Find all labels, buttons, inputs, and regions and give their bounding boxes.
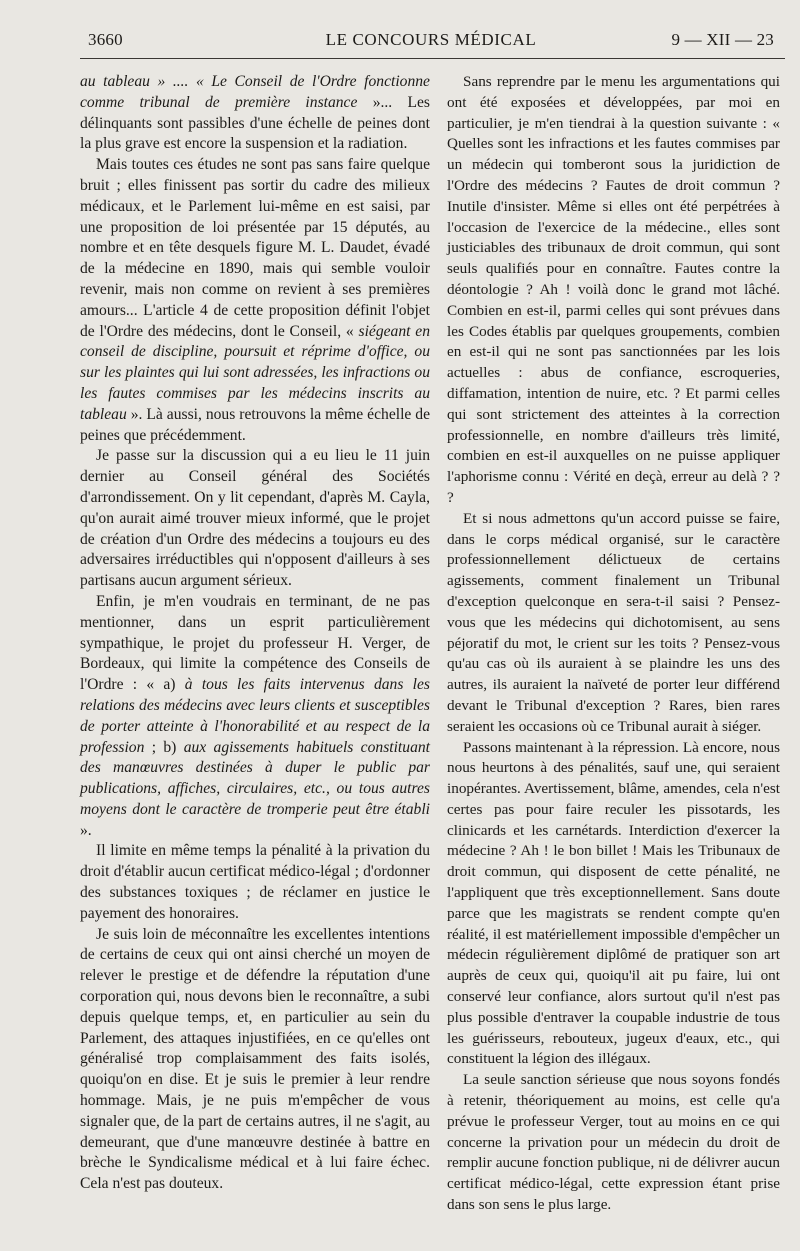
text: »... Les délinquants sont passibles d'une échelle de peines dont la plus grave est encore la suspension et la radiation.: [80, 93, 430, 153]
journal-title: LE CONCOURS MÉDICAL: [325, 30, 537, 49]
right-column: [447, 72, 780, 1216]
left-column: [80, 72, 430, 1195]
italic-text: au tableau » .... «: [80, 73, 212, 90]
text: ». Là aussi, nous retrouvons la même échelle de peines que précédemment.: [80, 405, 430, 444]
paragraph: [80, 72, 430, 155]
text: Enfin, je m'en voudrais en terminant, de ne pas mentionner, dans un esprit particulièrement sympathique, le projet du professeur H. Verger, de Bordeaux, qui limite la compétence des Conseils de l'Ordre : « a): [80, 592, 430, 694]
paragraph: Sans reprendre par le menu les argumentations qui ont été exposées et développées, par moi en particulier, je m'en tiendrai à la question suivante : « Quelles sont les infractions et les fautes commises par un médecin qui tomberont sous la juridiction de l'Ordre des médecins ? Fautes de droit commun ? Inutile d'insister. Même si elles ont été perpétrées à l'occasion de l'exercice de la médecine., elles sont justiciables des tribunaux de droit commun, qui sont seuls qualifiés pour en connaître. Fautes contre la déontologie ? Ah ! voilà donc le grand mot lâché. Combien en est-il, parmi celles qui sont prévues dans les Codes établis par quelques groupements, combien en est-il qui ne sont pas sanctionnées par les lois actuelles : abus de confiance, escroqueries, diffamation, intention de nuire, etc. ? Et parmi celles qui sont strictement des atteintes à la correction professionnelle, en nombre d'ailleurs très limité, combien en est-il auxquelles on ne puisse appliquer l'aphorisme connu : Vérité en deçà, erreur au delà ? ? ?: [447, 73, 780, 506]
paragraph: Je suis loin de méconnaître les excellentes intentions de certains de ceux qui ont ainsi cherché un moyen de relever le prestige et de défendre la réputation d'une corporation qui, nous devons bien le reconnaître, a subi depuis quelque temps, et, en particulier au sein du Parlement, des attaques injustifiées, en ce qu'elles ont généralisé trop complaisamment des faits isolés, quoiqu'on en dise. Et je suis le premier à leur rendre hommage. Mais, je ne puis m'empêcher de vous signaler que, de la part de certains autres, il ne s'agit, au demeurant, que d'une manœuvre destinée à battre en brèche le Syndicalisme médical et à lui faire échec. Cela n'est pas douteux.: [80, 925, 430, 1193]
text: ; b): [144, 738, 184, 756]
paragraph: Je passe sur la discussion qui a eu lieu le 11 juin dernier au Conseil général des Sociétés d'arrondissement. On y lit cependant, d'après M. Cayla, qu'on aurait aimé trouver mieux informé, que le projet de création d'un Ordre des médecins a toujours eu des adversaires irréductibles qui n'opposent d'ailleurs à ses partisans aucun argument sérieux.: [80, 447, 430, 590]
paragraph: Et si nous admettons qu'un accord puisse se faire, dans le corps médical organisé, sur le caractère professionnellement délictueux de certains agissements, comment finalement un Tribunal d'exception quelconque en sera-t-il saisi ? Pensez-vous que les médecins qui dichotomisent, au sens péjoratif du mot, le crient sur les toits ? Pensez-vous qu'au cas où ils auraient à se plaindre les uns des autres, ils auraient la naïveté de porter leur différend devant le Tribunal d'exception ? Rares, bien rares seraient les occasions où ce Tribunal aurait à siéger.: [447, 509, 780, 735]
paragraph: Passons maintenant à la répression. Là encore, nous nous heurtons à des pénalités, sauf une, qui seraient inopérantes. Avertissement, blâme, amendes, cela n'est certes pas pour faire reculer les pissotards, les clinicards et les carnétards. Interdiction d'exercer la médecine ? Ah ! le bon billet ! Mais les Tribunaux de droit commun, qui disposent de cette pénalité, ne l'appliquent que très exceptionnellement. Sans doute parce que les magistrats se rendent compte qu'en réalité, il est matériellement impossible d'empêcher un médecin régulièrement diplômé de pratiquer son art auprès de ceux qui, quoiqu'il ait pu faire, lui ont conservé leur confiance, alors surtout qu'il n'est pas plus possible d'entraver la coupable industrie de tous les guérisseurs, rebouteux, jugeux d'eaux, etc., qui constituent la légion des illégaux.: [447, 738, 780, 1068]
italic-quote: Le Conseil de l'Ordre fonctionne comme tribunal de première instance: [80, 73, 430, 111]
page-header: [88, 30, 774, 58]
italic-quote: à tous les faits intervenus dans les relations des médecins avec leurs clients et susceptibles de porter atteinte à l'honorabilité et au respect de la profession: [80, 676, 430, 756]
paragraph: [80, 155, 430, 446]
page-number: 3660: [88, 30, 123, 49]
paragraph: Il limite en même temps la pénalité à la privation du droit d'établir aucun certificat médico-légal ; d'ordonner des substances toxiques ; de réclamer en justice le payement des honoraires.: [80, 842, 430, 922]
paragraph: [80, 592, 430, 842]
italic-quote: aux agissements habituels constituant des manœuvres destinées à duper le public par publications, affiches, circulaires, etc., ou tous autres moyens dont le caractère de tromperie peut être établi: [80, 738, 430, 818]
paragraph: La seule sanction sérieuse que nous soyons fondés à retenir, théoriquement au moins, est celle qu'a prévue le professeur Verger, tout au moins en ce qui concerne la privation pour un médecin du droit de remplir aucune fonction publique, ni de délivrer aucun certificat médico-légal, cette expression étant prise dans son sens le plus large.: [447, 1071, 780, 1214]
text: ».: [80, 821, 92, 839]
text: Mais toutes ces études ne sont pas sans faire quelque bruit ; elles finissent pas sortir du cadre des milieux médicaux, et le Parlement lui-même en est saisi, par une proposition de loi présentée par 15 députés, au nombre et en tête desquels figure M. L. Daudet, évadé de la médecine en 1890, mais qui semble vouloir revenir, mais non comme on revient à ses premières amours... L'article 4 de cette proposition définit l'objet de l'Ordre des médecins, dont le Conseil, «: [80, 156, 430, 340]
issue-date: 9 — XII — 23: [671, 30, 774, 49]
italic-quote: siégeant en conseil de discipline, poursuit et réprime d'office, ou sur les plaintes qui lui sont adressées, les infractions ou les fautes commises par les médecins inscrits au tableau: [80, 322, 430, 423]
header-rule: [80, 58, 785, 59]
